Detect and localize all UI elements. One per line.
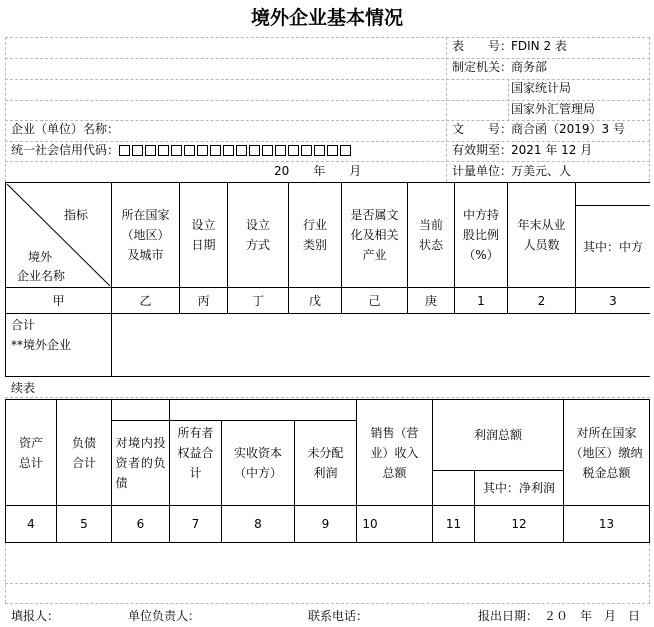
credit-code-label: 统一社会信用代码： — [11, 143, 120, 157]
company-name-label: 企业（单位）名称： — [11, 122, 120, 136]
table-border — [5, 376, 650, 377]
grid-line — [5, 161, 650, 162]
credit-code-box — [119, 145, 130, 156]
code-cell: 丁 — [251, 293, 264, 308]
unit-label: 计量单位： — [452, 164, 513, 178]
header-country: 所在国家（地区）及城市 — [121, 208, 170, 262]
doc-no: 商合函（2019）3 号 — [511, 122, 625, 136]
grid-line — [5, 603, 650, 604]
credit-code-box — [236, 145, 247, 156]
corner-indicator: 指标 — [64, 208, 89, 222]
grid-line — [649, 37, 650, 182]
code-cell: 2 — [537, 293, 546, 308]
credit-code-box — [249, 145, 260, 156]
grid-line — [649, 543, 650, 603]
grid-line — [5, 583, 650, 584]
credit-code-box — [301, 145, 312, 156]
code-cell: 戊 — [308, 293, 321, 308]
credit-code-box — [288, 145, 299, 156]
grid-line — [5, 37, 6, 182]
authority: 商务部 — [511, 60, 548, 74]
valid-label: 有效期至： — [452, 143, 513, 157]
code-cell: 10 — [362, 517, 378, 531]
grid-line — [5, 37, 650, 38]
code-cell: 8 — [254, 517, 262, 531]
grid-line — [446, 37, 447, 182]
header-cultural-industry: 是否属文化及相关产业 — [350, 208, 399, 262]
authority-label: 制定机关： — [452, 60, 513, 74]
page-title: 境外企业基本情况 — [250, 6, 403, 29]
header-total-profit: 利润总额 — [473, 428, 522, 442]
code-cell: 6 — [136, 517, 145, 531]
header-sales-revenue: 销售（营业）收入总额 — [370, 425, 419, 480]
credit-code-box — [327, 145, 338, 156]
code-cell: 7 — [191, 517, 200, 531]
table-border — [5, 313, 650, 314]
credit-code-box — [184, 145, 195, 156]
code-cell: 己 — [368, 293, 381, 308]
report-period: 20 年 月 — [274, 164, 362, 178]
code-cell: 甲 — [52, 293, 65, 308]
credit-code-box — [171, 145, 182, 156]
doc-no-label: 文 号： — [452, 122, 513, 136]
credit-code-box — [158, 145, 169, 156]
header-net-profit: 其中：净利润 — [482, 481, 555, 495]
credit-code-boxes — [119, 143, 353, 157]
grid-line — [508, 79, 509, 121]
header-paid-in-capital: 实收资本（中方） — [233, 446, 282, 480]
header-equity: 所有者权益合计 — [177, 425, 214, 480]
credit-code-box — [340, 145, 351, 156]
code-cell: 丙 — [197, 293, 210, 308]
table-border — [649, 399, 650, 543]
credit-code-box — [132, 145, 143, 156]
report-date-label: 报出日期： ２０ 年 月 日 — [478, 609, 641, 623]
header-employees: 年末从业人员数 — [517, 218, 566, 252]
code-cell: 5 — [80, 517, 88, 531]
code-cell: 13 — [598, 517, 615, 531]
authority-2: 国家统计局 — [511, 81, 572, 95]
code-cell: 9 — [321, 517, 330, 531]
continuation-label: 续表 — [11, 381, 36, 395]
code-cell: 11 — [445, 517, 462, 531]
code-cell: 12 — [511, 517, 527, 531]
form-no-label: 表 号： — [452, 39, 513, 53]
grid-line — [5, 397, 650, 398]
credit-code-box — [262, 145, 273, 156]
code-cell: 庚 — [424, 293, 437, 308]
code-cell: 3 — [609, 293, 617, 308]
grid-line — [5, 100, 650, 101]
credit-code-box — [223, 145, 234, 156]
header-share-ratio: 中方持股比例（%） — [462, 208, 499, 262]
header-industry: 行业类别 — [302, 218, 327, 252]
grid-line — [5, 120, 650, 121]
header-establish-method: 设立方式 — [245, 218, 270, 252]
grid-line — [5, 141, 650, 142]
credit-code-box — [210, 145, 221, 156]
sub-enterprise-label: **境外企业 — [11, 338, 72, 352]
valid-until: 2021 年 12 月 — [511, 143, 593, 157]
grid-line — [5, 58, 650, 59]
unit-head-label: 单位负责人： — [128, 609, 201, 623]
credit-code-box — [314, 145, 325, 156]
authority-3: 国家外汇管理局 — [511, 102, 596, 116]
unit: 万美元、人 — [511, 164, 572, 178]
code-cell: 乙 — [139, 293, 152, 308]
table-border — [5, 542, 650, 543]
code-cell: 4 — [27, 517, 35, 531]
code-cell: 1 — [477, 293, 485, 308]
credit-code-box — [275, 145, 286, 156]
header-total-liabilities: 负债合计 — [71, 435, 96, 470]
header-undistributed-profit: 未分配利润 — [307, 446, 344, 480]
header-total-assets: 资产总计 — [18, 435, 43, 470]
form-no: FDIN 2 表 — [511, 39, 567, 53]
total-label: 合计 — [11, 318, 36, 332]
header-status: 当前状态 — [418, 218, 443, 252]
grid-line — [5, 543, 6, 603]
header-domestic-liabilities: 对境内投资者的负债 — [115, 436, 166, 490]
header-tax-paid: 对所在国家（地区）缴纳税金总额 — [570, 425, 643, 480]
credit-code-box — [197, 145, 208, 156]
filler-label: 填报人： — [11, 609, 60, 623]
grid-line — [5, 79, 650, 80]
header-establish-date: 设立日期 — [191, 218, 216, 252]
corner-overseas: 境外 — [28, 250, 53, 264]
corner-enterprise-name: 企业名称 — [17, 269, 66, 283]
phone-label: 联系电话： — [308, 609, 369, 623]
credit-code-box — [145, 145, 156, 156]
header-chinese-employees: 其中：中方 — [582, 239, 643, 254]
